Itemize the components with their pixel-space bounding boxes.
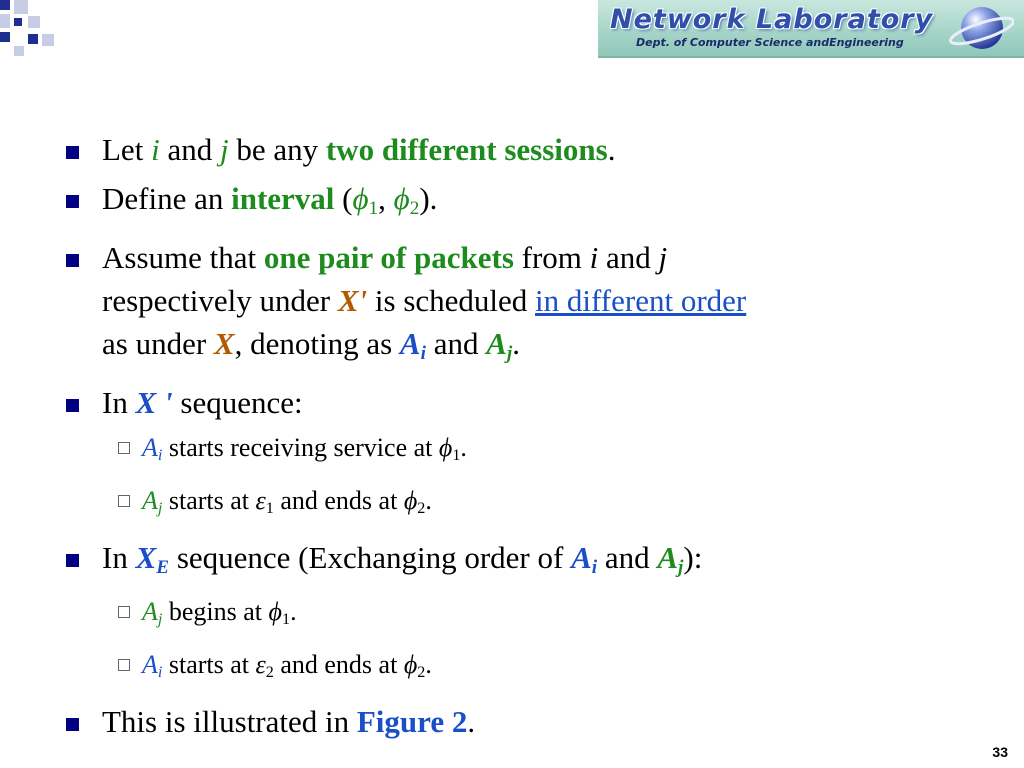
logo-title: Network Laboratory <box>610 4 934 35</box>
bullet-square-icon <box>66 254 79 267</box>
bullet-item: This is illustrated in Figure 2. <box>60 700 960 743</box>
bullet-square-icon <box>66 554 79 567</box>
bullet-item: Define an interval ($\phi_1$, $\phi_2$). <box>60 177 960 230</box>
bullet-item: In X ' sequence: <box>60 381 960 424</box>
slide-body <box>60 128 960 749</box>
corner-decoration <box>0 0 70 60</box>
highlight-text: one pair of packets <box>263 239 514 275</box>
sub-bullet-item: $A_j$ begins at $\phi_1$. <box>60 594 960 638</box>
bullet-item: Let i and j be any two different sessions. <box>60 128 960 171</box>
highlight-text: two different sessions <box>325 132 608 167</box>
sub-bullet-item: $A_i$ starts at $\varepsilon_2$ and ends at $\phi_2$. <box>60 647 960 691</box>
planet-icon <box>944 2 1014 54</box>
bullet-square-icon <box>66 718 79 731</box>
page-number: 33 <box>992 744 1008 760</box>
figure-reference: Figure 2 <box>356 704 468 740</box>
hollow-square-bullet-icon <box>118 606 130 618</box>
bullet-square-icon <box>66 399 79 412</box>
hollow-square-bullet-icon <box>118 495 130 507</box>
bullet-item: Assume that one pair of packets from i and j respectively under X' is scheduled in different order as under X, denoting as $A_i$ and $A_j$. <box>60 236 960 375</box>
bullet-item: In $X_E$ sequence (Exchanging order of $A_i$ and $A_j$): <box>60 536 960 589</box>
logo-subtitle: Dept. of Computer Science andEngineering <box>636 36 904 49</box>
bullet-square-icon <box>66 146 79 159</box>
in-different-order-link[interactable]: in different order <box>535 282 747 318</box>
network-laboratory-logo <box>598 0 1024 58</box>
hollow-square-bullet-icon <box>118 659 130 671</box>
bullet-square-icon <box>66 195 79 208</box>
hollow-square-bullet-icon <box>118 442 130 454</box>
sub-bullet-item: $A_i$ starts receiving service at $\phi_1$. <box>60 430 960 474</box>
highlight-text: interval <box>231 181 335 216</box>
sub-bullet-item: $A_j$ starts at $\varepsilon_1$ and ends at $\phi_2$. <box>60 483 960 527</box>
